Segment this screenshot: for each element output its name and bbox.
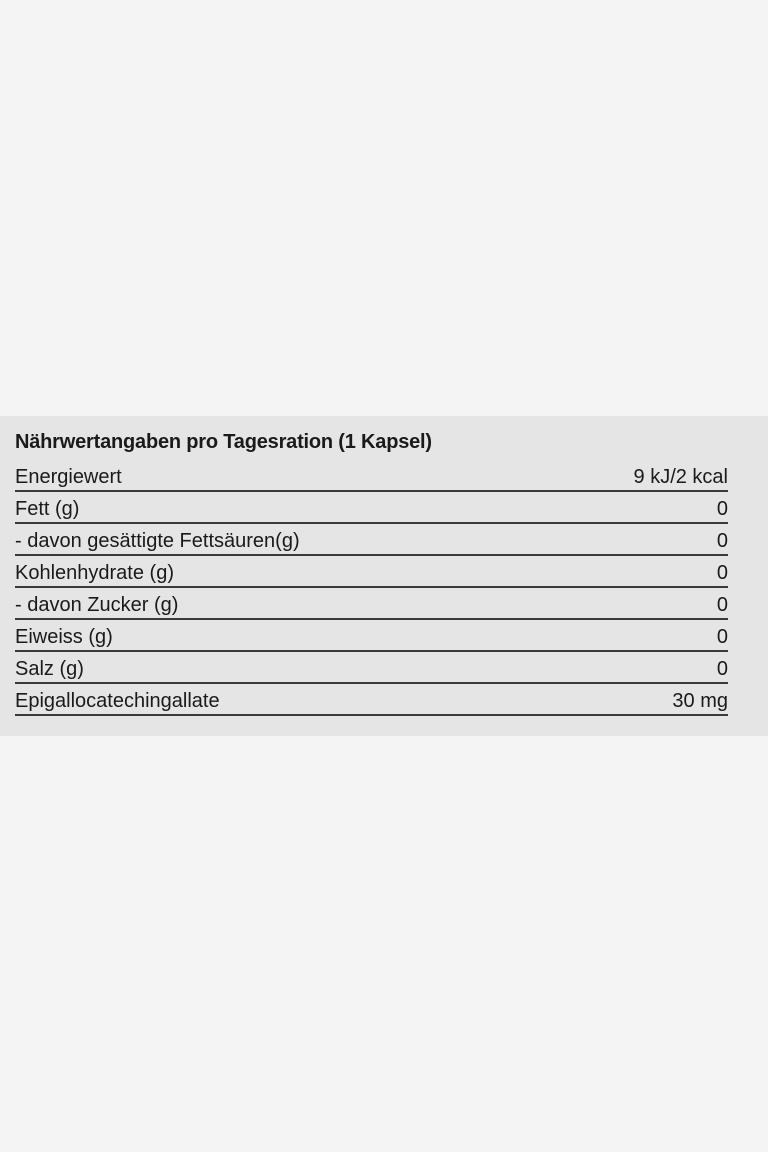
row-value-protein: 0 bbox=[716, 626, 728, 648]
row-label-protein: Eiweiss (g) bbox=[15, 626, 113, 648]
row-label-fat: Fett (g) bbox=[15, 498, 80, 520]
nutrition-table bbox=[15, 428, 728, 716]
row-value-carbohydrates: 0 bbox=[716, 562, 728, 584]
table-row bbox=[15, 556, 728, 588]
row-label-carbohydrates: Kohlenhydrate (g) bbox=[15, 562, 174, 584]
row-value-egcg: 30 mg bbox=[672, 690, 728, 712]
row-label-egcg: Epigallocatechingallate bbox=[15, 690, 220, 712]
nutrition-title: Nährwertangaben pro Tagesration (1 Kapsel) bbox=[15, 431, 432, 453]
table-row bbox=[15, 652, 728, 684]
table-row bbox=[15, 684, 728, 716]
row-value-salt: 0 bbox=[716, 658, 728, 680]
table-row bbox=[15, 492, 728, 524]
table-row bbox=[15, 460, 728, 492]
row-value-energy: 9 kJ/2 kcal bbox=[633, 466, 728, 488]
row-value-sugar: 0 bbox=[716, 594, 728, 616]
row-value-saturated-fat: 0 bbox=[716, 530, 728, 552]
table-row bbox=[15, 588, 728, 620]
row-label-energy: Energiewert bbox=[15, 466, 122, 488]
row-label-saturated-fat: - davon gesättigte Fettsäuren(g) bbox=[15, 530, 300, 552]
row-label-salt: Salz (g) bbox=[15, 658, 84, 680]
table-row bbox=[15, 620, 728, 652]
row-value-fat: 0 bbox=[716, 498, 728, 520]
row-label-sugar: - davon Zucker (g) bbox=[15, 594, 179, 616]
table-row bbox=[15, 524, 728, 556]
